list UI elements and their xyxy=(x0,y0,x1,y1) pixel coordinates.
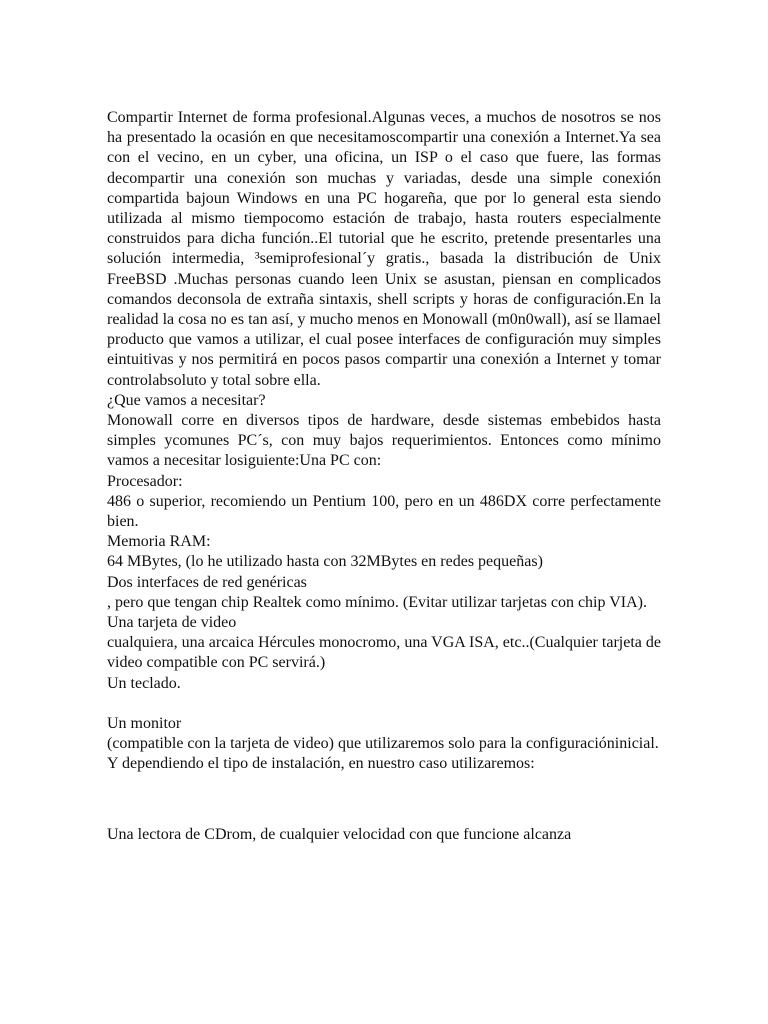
document-body xyxy=(107,108,661,845)
requirement-detail-monitor: (compatible con la tarjeta de video) que utilizaremos solo para la configuracióninicial. xyxy=(107,735,659,753)
requirement-detail-video: cualquiera, una arcaica Hércules monocromo, una VGA ISA, etc..(Cualquier tarjeta de video compatible con PC servirá.) xyxy=(107,634,661,672)
blank-line xyxy=(107,795,661,815)
requirement-label-video: Una tarjeta de video xyxy=(107,614,237,632)
requirement-detail-ram: 64 MBytes, (lo he utilizado hasta con 32MBytes en redes pequeñas) xyxy=(107,553,543,571)
requirement-detail-network: , pero que tengan chip Realtek como mínimo. (Evitar utilizar tarjetas con chip VIA). xyxy=(107,593,647,611)
requirements-paragraph: Monowall corre en diversos tipos de hardware, desde sistemas embebidos hasta simples ycomunes PC´s, con muy bajos requerimientos. Entonces como mínimo vamos a necesitar losiguiente:Una PC con: xyxy=(107,412,661,470)
requirement-label-keyboard: Un teclado. xyxy=(107,674,181,692)
installation-intro: Y dependiendo el tipo de instalación, en nuestro caso utilizaremos: xyxy=(107,755,535,773)
blank-line xyxy=(107,694,661,714)
requirement-label-processor: Procesador: xyxy=(107,472,183,490)
requirement-label-ram: Memoria RAM: xyxy=(107,533,211,551)
requirement-cdrom: Una lectora de CDrom, de cualquier velocidad con que funcione alcanza xyxy=(107,826,572,844)
intro-paragraph: Compartir Internet de forma profesional.Algunas veces, a muchos de nosotros se nos ha presentado la ocasión en que necesitamoscompartir una conexión a Internet.Ya sea con el vecino, en un cyber, una oficina, un ISP o el caso que fuere, las formas decompartir una conexión son muchas y variadas, desde una simple conexión compartida bajoun Windows en una PC hogareña, que por lo general esta siendo utilizada al mismo tiempocomo estación de trabajo, hasta routers especialmente construidos para dicha función..El tutorial que he escrito, pretende presentarles una solución intermedia, ³semiprofesional´y gratis., basada la distribución de Unix FreeBSD .Muchas personas cuando leen Unix se asustan, piensan en complicados comandos deconsola de extraña sintaxis, shell scripts y horas de configuración.En la realidad la cosa no es tan así, y mucho menos en Monowall (m0n0wall), así se llamael producto que vamos a utilizar, el cual posee interfaces de configuración muy simples eintuitivas y nos permitirá en pocos pasos compartir una conexión a Internet y tomar controlabsoluto y total sobre ella. xyxy=(107,109,661,389)
requirement-label-network: Dos interfaces de red genéricas xyxy=(107,573,307,591)
requirement-detail-processor: 486 o superior, recomiendo un Pentium 100, pero en un 486DX corre perfectamente bien. xyxy=(107,492,661,531)
requirement-label-monitor: Un monitor xyxy=(107,715,182,733)
blank-line xyxy=(107,775,661,795)
section-heading: ¿Que vamos a necesitar? xyxy=(107,391,266,409)
